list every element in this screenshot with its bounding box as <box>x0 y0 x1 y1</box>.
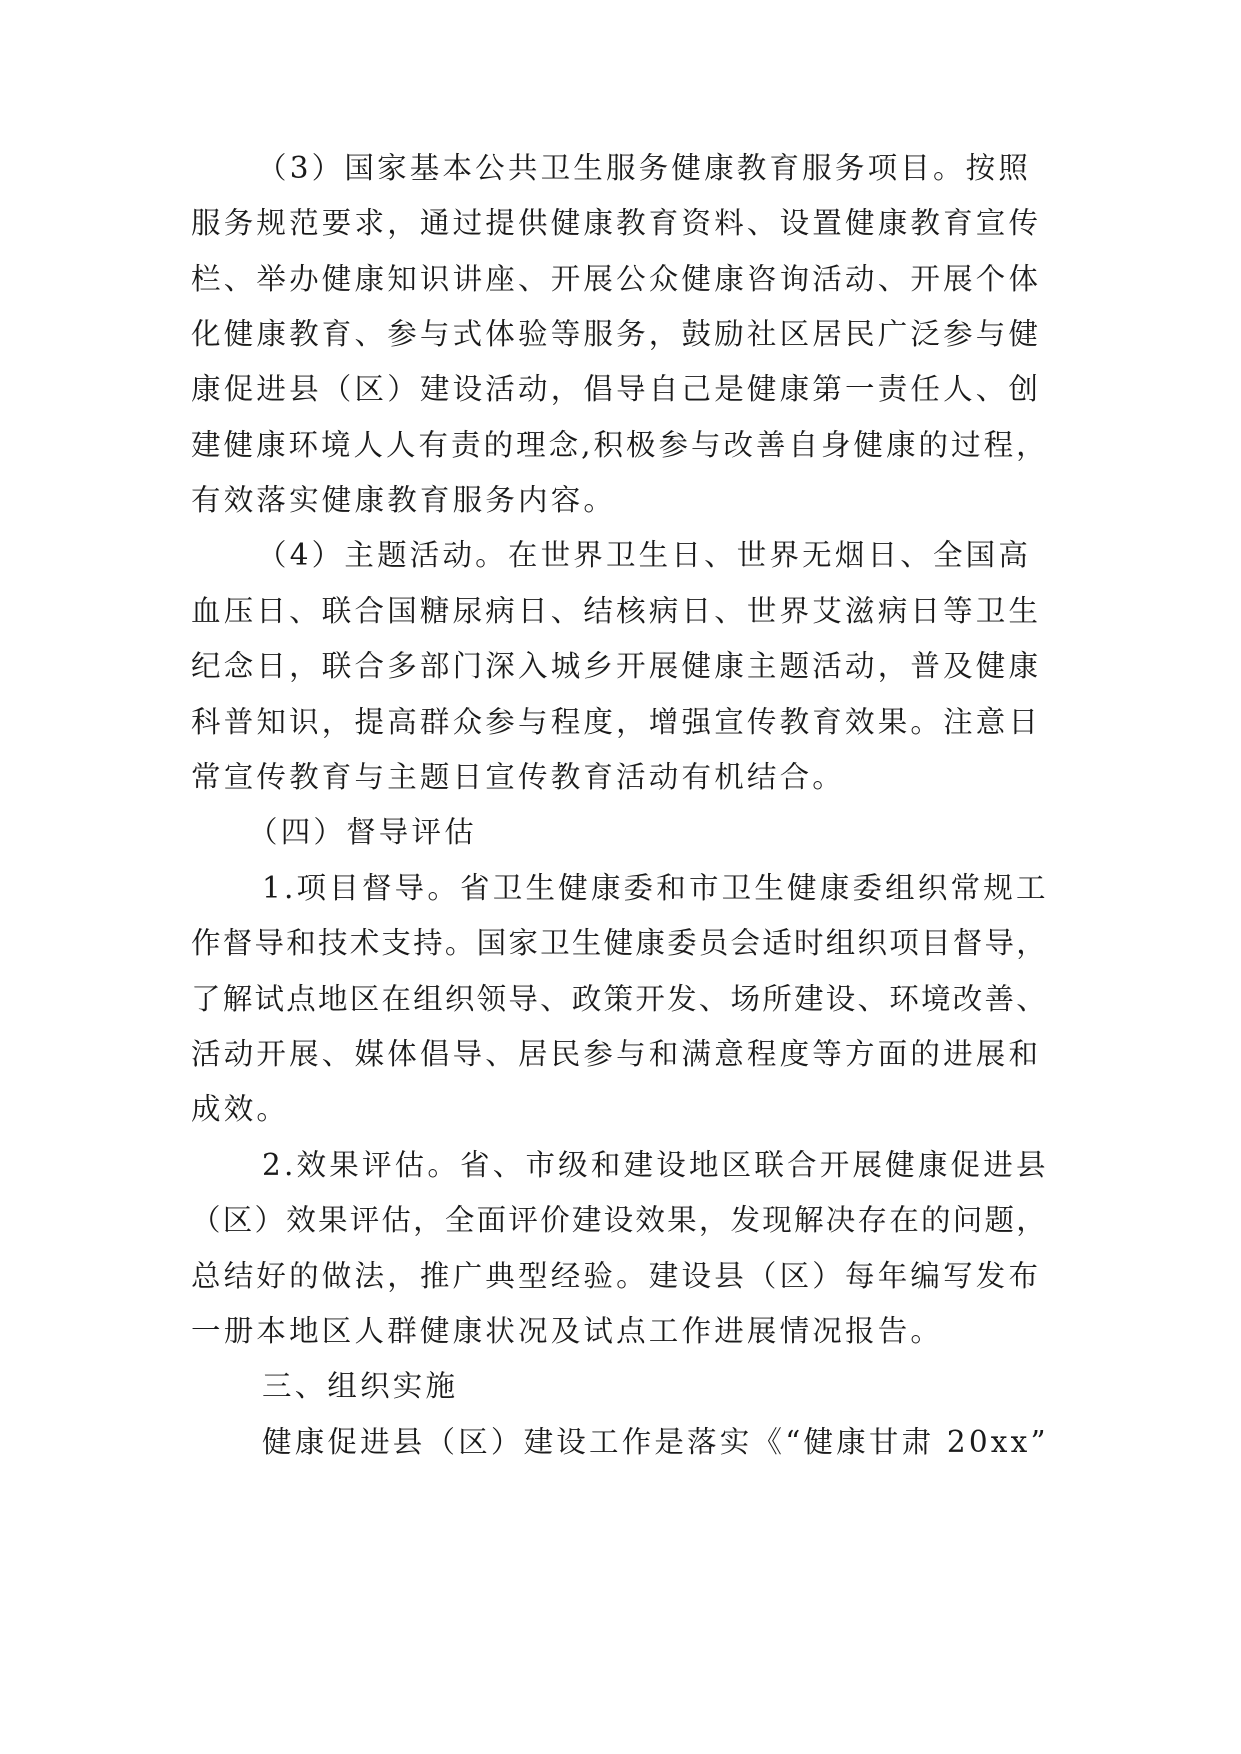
section-heading: 三、组织实施 <box>262 1369 459 1403</box>
paragraph-line: 纪念日，联合多部门深入城乡开展健康主题活动，普及健康 <box>191 649 1042 683</box>
paragraph-line: 有效落实健康教育服务内容。 <box>191 483 617 517</box>
paragraph-line: 1.项目督导。省卫生健康委和市卫生健康委组织常规工 <box>262 871 1049 905</box>
paragraph-line: （4）主题活动。在世界卫生日、世界无烟日、全国高 <box>257 538 1032 572</box>
section-heading: （四）督导评估 <box>248 815 477 849</box>
paragraph-line: 作督导和技术支持。国家卫生健康委员会适时组织项目督导， <box>191 926 1048 960</box>
paragraph-line: 科普知识，提高群众参与程度，增强宣传教育效果。注意日 <box>191 705 1042 739</box>
paragraph-line: 化健康教育、参与式体验等服务，鼓励社区居民广泛参与健 <box>191 317 1042 351</box>
paragraph-line: 2.效果评估。省、市级和建设地区联合开展健康促进县 <box>262 1148 1049 1182</box>
paragraph-line: 服务规范要求，通过提供健康教育资料、设置健康教育宣传 <box>191 206 1042 240</box>
paragraph-line: 康促进县（区）建设活动，倡导自己是健康第一责任人、创 <box>191 372 1042 406</box>
paragraph-line: （3）国家基本公共卫生服务健康教育服务项目。按照 <box>257 151 1032 185</box>
paragraph-line: 血压日、联合国糖尿病日、结核病日、世界艾滋病日等卫生 <box>191 594 1042 628</box>
paragraph-line: 活动开展、媒体倡导、居民参与和满意程度等方面的进展和 <box>191 1037 1042 1071</box>
paragraph-line: 常宣传教育与主题日宣传教育活动有机结合。 <box>191 760 846 794</box>
paragraph-line: 栏、举办健康知识讲座、开展公众健康咨询活动、开展个体 <box>191 262 1042 296</box>
paragraph-line: 建健康环境人人有责的理念,积极参与改善自身健康的过程， <box>191 428 1049 462</box>
paragraph-line: （区）效果评估，全面评价建设效果，发现解决存在的问题， <box>191 1203 1048 1237</box>
paragraph-line: 了解试点地区在组织领导、政策开发、场所建设、环境改善、 <box>191 982 1048 1016</box>
paragraph-line: 成效。 <box>191 1092 290 1126</box>
paragraph-line: 一册本地区人群健康状况及试点工作进展情况报告。 <box>191 1314 944 1348</box>
paragraph-line: 健康促进县（区）建设工作是落实《“健康甘肃 20xx” <box>262 1425 1049 1459</box>
paragraph-line: 总结好的做法，推广典型经验。建设县（区）每年编写发布 <box>191 1259 1042 1293</box>
